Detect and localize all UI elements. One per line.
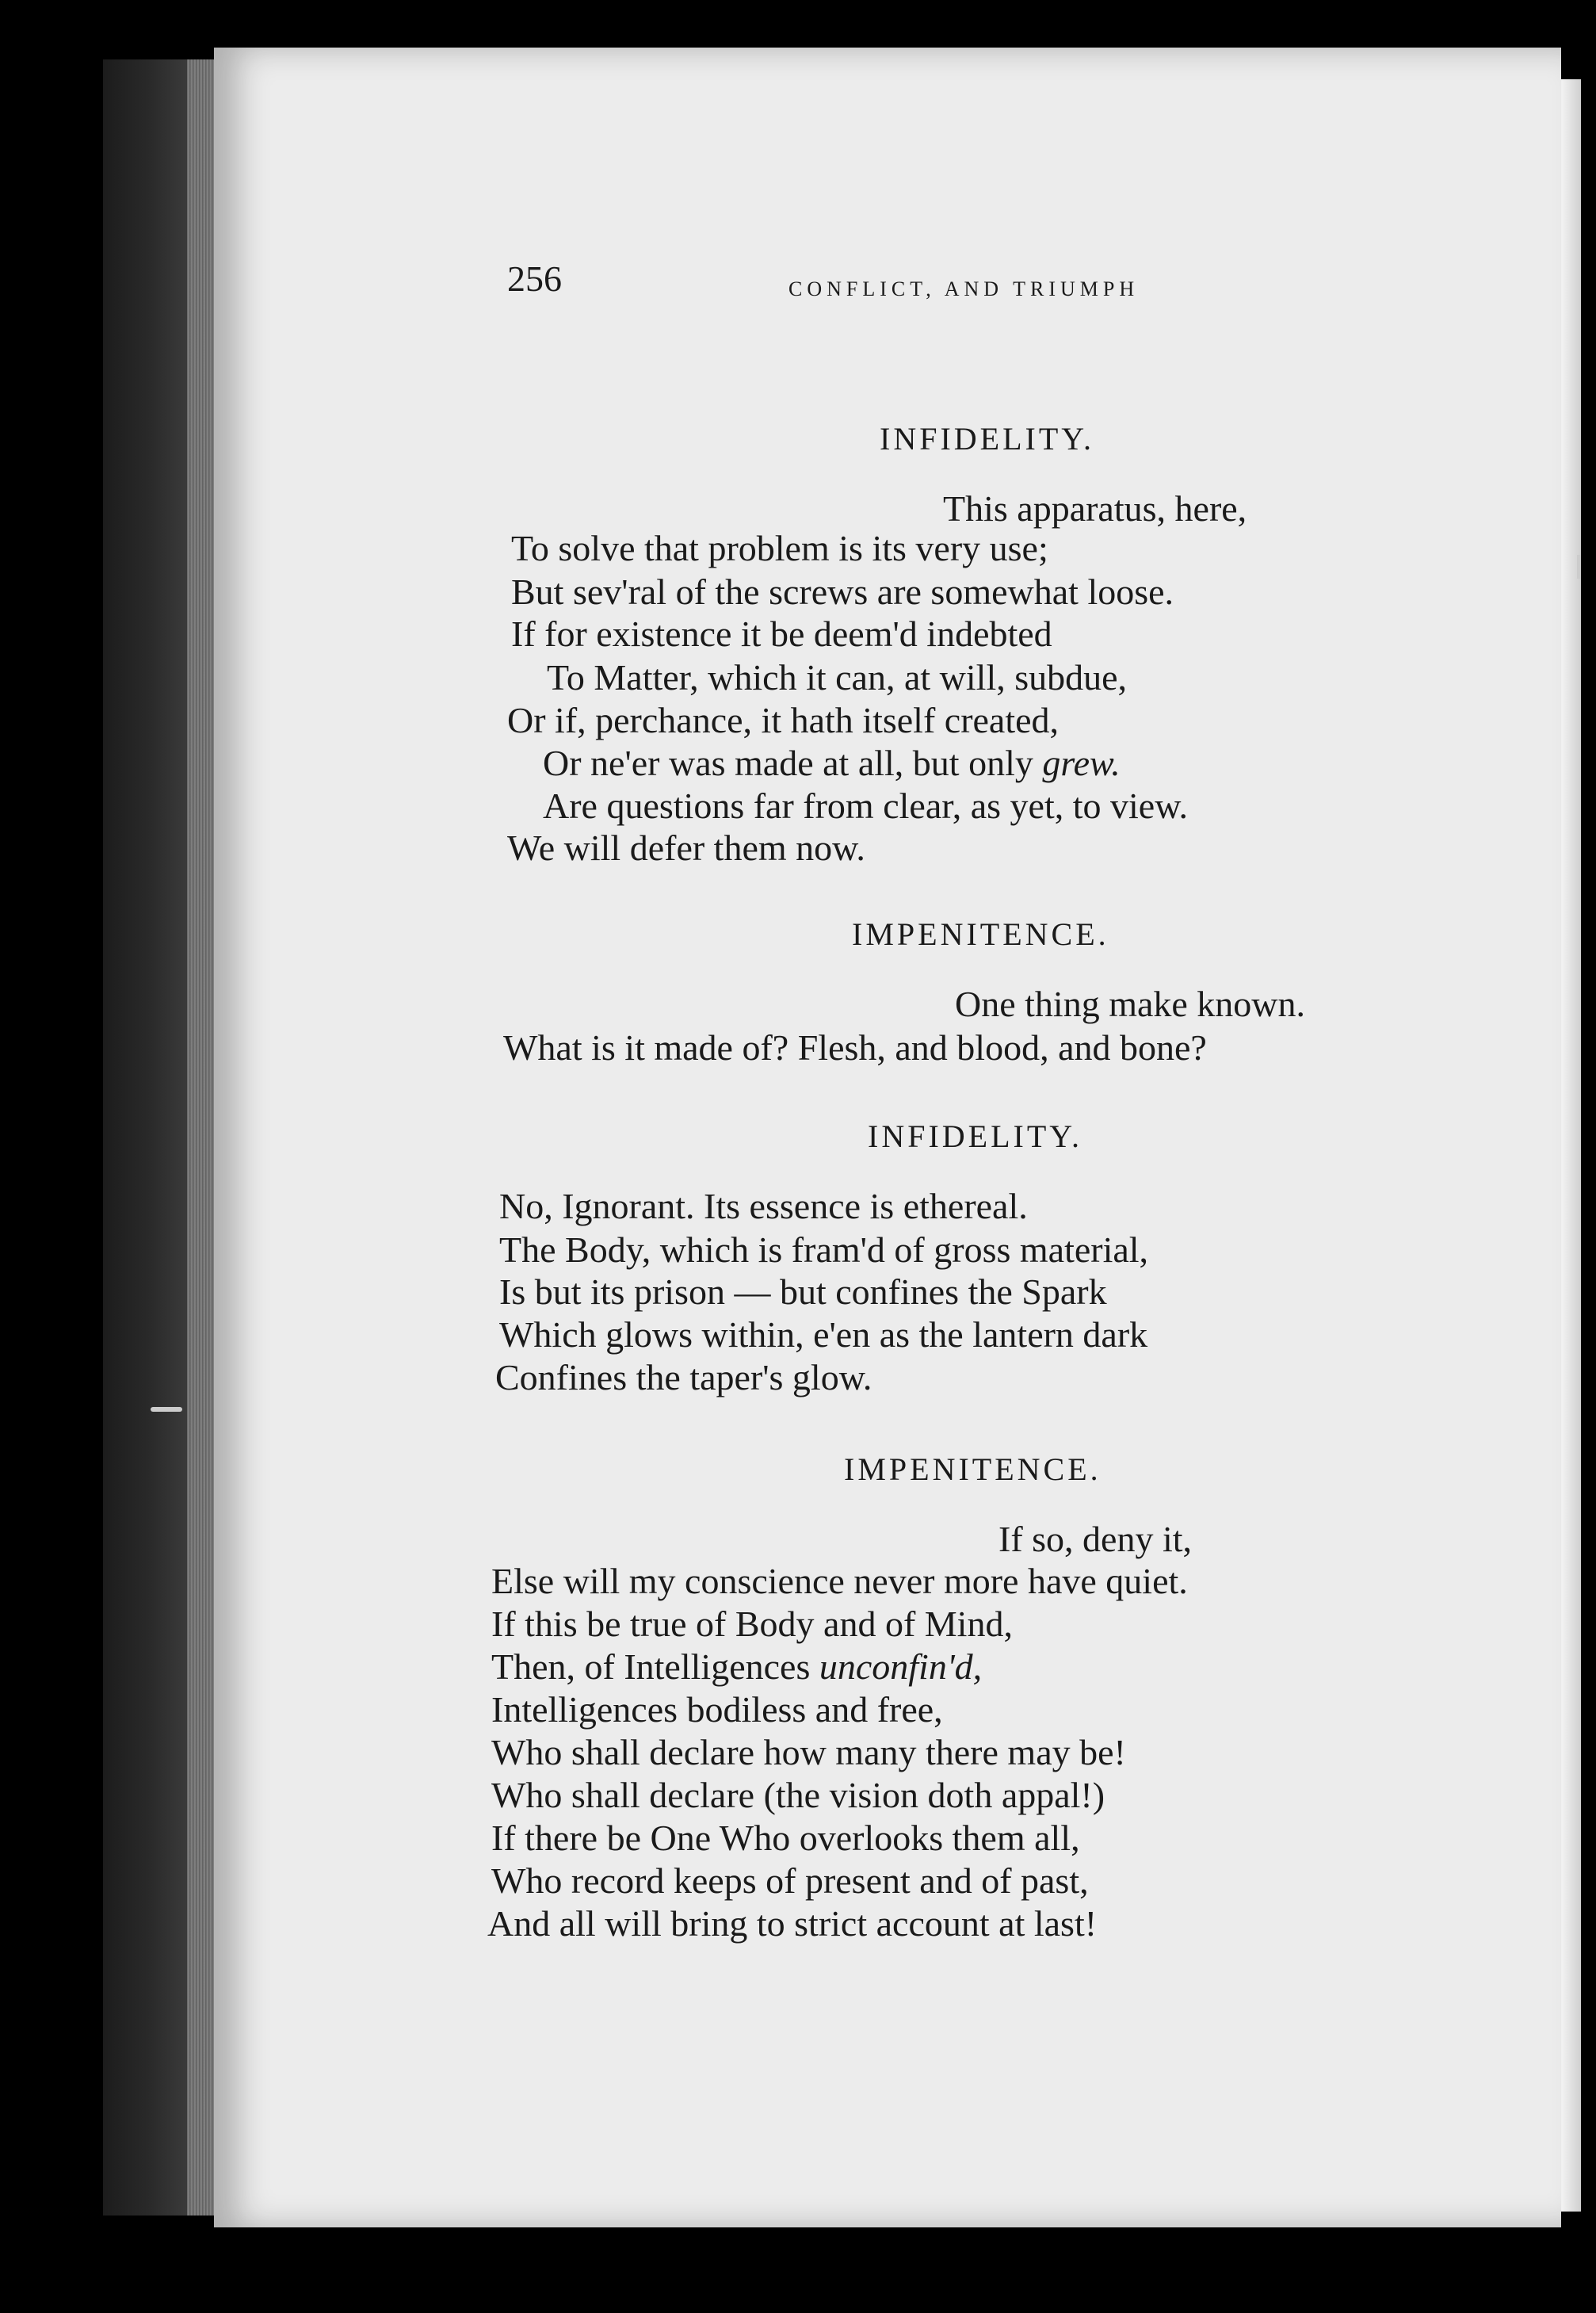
verse-line: Who shall declare how many there may be! [491,1732,1126,1772]
verse-line: The Body, which is fram'd of gross material, [499,1229,1149,1270]
verse-line: Who shall declare (the vision doth appal!) [491,1775,1105,1815]
verse-line-text: Then, of Intelligences [491,1646,819,1687]
verse-line: But sev'ral of the screws are somewhat loose. [511,572,1174,612]
verse-line: To solve that problem is its very use; [511,528,1048,568]
verse-line: Confines the taper's glow. [495,1357,872,1397]
verse-line: What is it made of? Flesh, and blood, and bone? [503,1027,1207,1068]
verse-line [543,742,1121,784]
book-page [214,48,1561,2227]
verse-line: If so, deny it, [998,1519,1193,1559]
verse-line: We will defer them now. [507,828,865,868]
emphasized-word: unconfin'd, [819,1646,983,1687]
verse-line: Which glows within, e'en as the lantern dark [499,1314,1148,1355]
verse-line: And all will bring to strict account at last! [487,1903,1098,1944]
page-number: 256 [507,258,562,299]
verse-line: Is but its prison — but confines the Spark [499,1271,1107,1312]
verse-line: Else will my conscience never more have quiet. [491,1561,1188,1601]
verse-line: This apparatus, here, [943,488,1247,529]
speaker-heading: IMPENITENCE. [844,1451,1102,1487]
scan-artifact [151,1407,182,1412]
emphasized-word: grew. [1042,743,1121,783]
page-text [214,48,1561,2227]
scan-artifact [1577,555,1580,579]
speaker-heading: IMPENITENCE. [852,916,1109,952]
speaker-heading: INFIDELITY. [868,1118,1083,1154]
verse-line: If for existence it be deem'd indebted [511,614,1052,654]
verse-line: Intelligences bodiless and free, [491,1689,943,1730]
running-title: CONFLICT, AND TRIUMPH [788,277,1140,300]
verse-line: Who record keeps of present and of past, [491,1860,1089,1901]
verse-line: If there be One Who overlooks them all, [491,1818,1080,1858]
verse-line: Are questions far from clear, as yet, to view. [543,786,1188,826]
verse-line-text: Or ne'er was made at all, but only [543,743,1043,783]
verse-line: Or if, perchance, it hath itself created, [507,700,1060,740]
verse-line [491,1646,982,1688]
verse-line: One thing make known. [955,984,1306,1024]
verse-line: If this be true of Body and of Mind, [491,1604,1013,1644]
speaker-heading: INFIDELITY. [880,421,1095,457]
verse-line: No, Ignorant. Its essence is ethereal. [499,1186,1028,1226]
verse-line: To Matter, which it can, at will, subdue, [547,657,1128,698]
